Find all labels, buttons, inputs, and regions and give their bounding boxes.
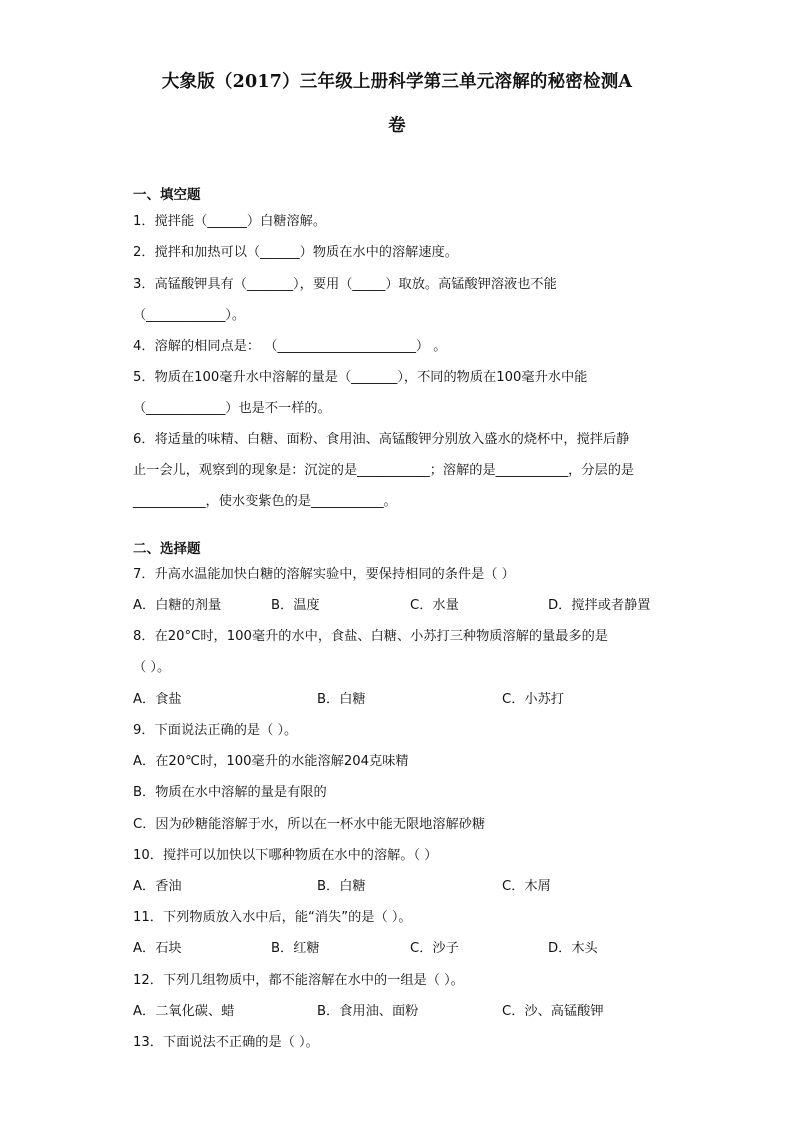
question-13: 13．下面说法不正确的是（ ）。	[133, 1035, 319, 1050]
question-10-option-a: A．香油	[133, 879, 182, 894]
question-7-option-d: D．搅拌或者静置	[548, 598, 651, 613]
question-7-option-a: A．白糖的剂量	[133, 598, 222, 613]
page-title-continued: 卷	[388, 116, 406, 136]
question-11-option-a: A．石块	[133, 941, 182, 956]
question-3: 3．高锰酸钾具有（_______），要用（_____）取放。高锰酸钾溶液也不能	[133, 277, 557, 292]
question-11-option-d: D．木头	[548, 941, 598, 956]
question-9: 9．下面说法正确的是（ ）。	[133, 723, 298, 738]
question-2: 2．搅拌和加热可以（______）物质在水中的溶解速度。	[133, 245, 458, 260]
question-4: 4．溶解的相同点是： （_____________________） 。	[133, 339, 447, 354]
question-8-option-a: A．食盐	[133, 692, 182, 707]
question-7-option-c: C．水量	[410, 598, 459, 613]
question-3-continued: （____________）。	[133, 308, 246, 323]
question-8: 8．在20°C时，100毫升的水中，食盐、白糖、小苏打三种物质溶解的量最多的是	[133, 629, 608, 644]
question-11-option-c: C．沙子	[410, 941, 459, 956]
question-9-option-a: A．在20℃时，100毫升的水能溶解204克味精	[133, 754, 409, 769]
question-6: 6．将适量的味精、白糖、面粉、食用油、高锰酸钾分别放入盛水的烧杯中，搅拌后静	[133, 432, 630, 447]
question-8-continued: （ ）。	[133, 660, 171, 675]
question-12: 12．下列几组物质中，都不能溶解在水中的一组是（ ）。	[133, 973, 464, 988]
section-heading-choice: 二、选择题	[133, 541, 201, 557]
question-1: 1．搅拌能（______）白糖溶解。	[133, 214, 327, 229]
question-10: 10．搅拌可以加快以下哪种物质在水中的溶解。（ ）	[133, 848, 438, 863]
question-12-option-c: C．沙、高锰酸钾	[502, 1004, 604, 1019]
question-7: 7．升高水温能加快白糖的溶解实验中，要保持相同的条件是（ ）	[133, 567, 515, 582]
question-12-option-a: A．二氧化碳、蜡	[133, 1004, 235, 1019]
question-6-continued: 止一会儿，观察到的现象是：沉淀的是___________；溶解的是___________，分层的是	[133, 463, 635, 478]
question-7-option-b: B．温度	[271, 598, 320, 613]
question-11-option-b: B．红糖	[271, 941, 320, 956]
question-11: 11．下列物质放入水中后，能“消失”的是（ ）。	[133, 910, 412, 925]
question-10-option-c: C．木屑	[502, 879, 551, 894]
question-10-option-b: B．白糖	[317, 879, 366, 894]
section-heading-fill-in: 一、填空题	[133, 187, 201, 203]
question-5: 5．物质在100毫升水中溶解的量是（_______），不同的物质在100毫升水中能	[133, 370, 588, 385]
question-5-continued: （____________）也是不一样的。	[133, 401, 331, 416]
question-9-option-c: C．因为砂糖能溶解于水，所以在一杯水中能无限地溶解砂糖	[133, 817, 486, 832]
question-9-option-b: B．物质在水中溶解的量是有限的	[133, 785, 327, 800]
page-title: 大象版（2017）三年级上册科学第三单元溶解的秘密检测A	[161, 72, 633, 92]
question-6-continued-2: ___________，使水变紫色的是___________。	[133, 494, 397, 509]
question-8-option-c: C．小苏打	[502, 692, 564, 707]
question-12-option-b: B．食用油、面粉	[317, 1004, 419, 1019]
question-8-option-b: B．白糖	[317, 692, 366, 707]
